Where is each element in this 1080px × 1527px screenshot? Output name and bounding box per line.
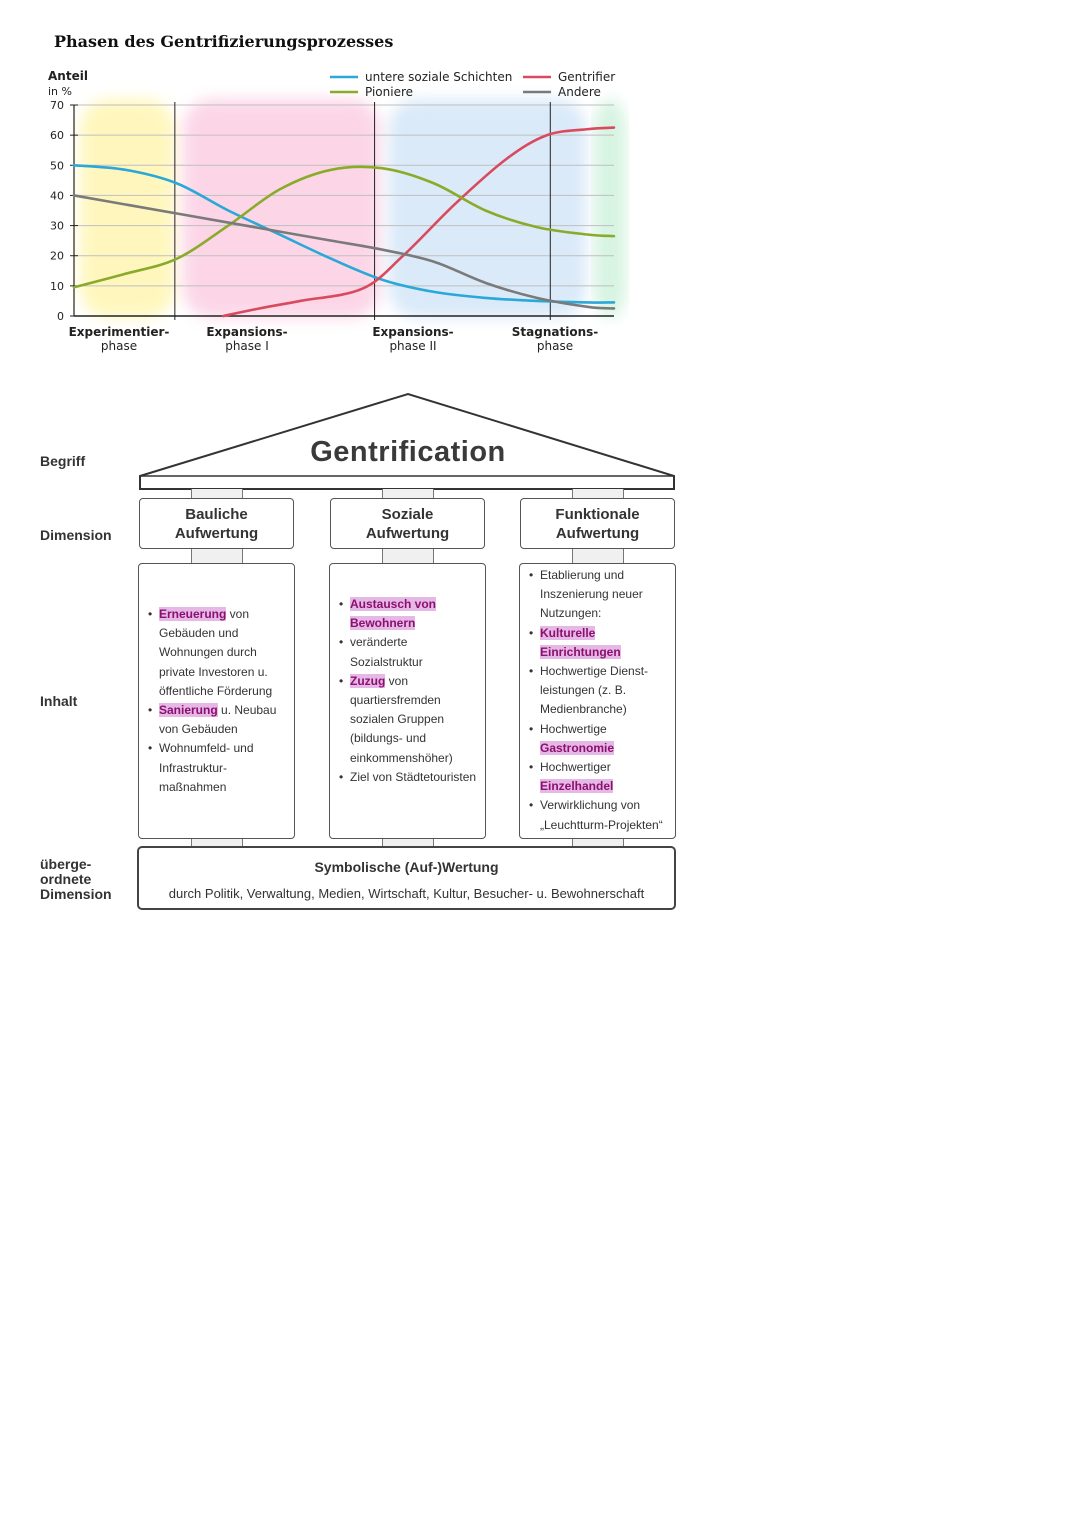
- dimension-box-funktionale: [520, 498, 675, 549]
- y-tick-label: 60: [50, 129, 64, 143]
- legend-label: untere soziale Schichten: [365, 70, 513, 84]
- dimension-box-bauliche: [139, 498, 294, 549]
- y-axis-unit: in %: [48, 85, 72, 98]
- highlighted-term: Gastronomie: [540, 740, 615, 755]
- label-uebergeordnete-dimension: [40, 857, 112, 902]
- connector: [382, 839, 434, 846]
- item-text: Wohnumfeld- und Infrastruktur-maßnahmen: [159, 741, 254, 794]
- item-text: u. Neubau von Gebäuden: [159, 703, 277, 737]
- content-list-item: [330, 672, 477, 768]
- content-box-bauliche: [138, 563, 295, 839]
- roof-title: Gentrification: [310, 436, 506, 468]
- content-list-item: [520, 758, 669, 796]
- y-tick-label: 50: [50, 159, 64, 173]
- content-list-item: [520, 796, 669, 834]
- phase-label: Expansions-: [372, 325, 454, 339]
- phase-label: Stagnations-: [511, 325, 599, 339]
- item-text: Hochwertige Dienst-leistungen (z. B. Medienbranche): [540, 664, 649, 717]
- content-list-item: [139, 605, 286, 701]
- symbolic-title: Symbolische (Auf-)Wertung: [314, 859, 499, 875]
- phase-label: Expansions-: [206, 325, 288, 339]
- y-axis-label: Anteil: [48, 69, 88, 83]
- connector: [572, 549, 624, 563]
- symbolic-subtitle: durch Politik, Verwaltung, Medien, Wirtschaft, Kultur, Besucher- u. Bewohnerschaft: [168, 886, 645, 901]
- connector: [382, 549, 434, 563]
- connector: [191, 549, 243, 563]
- content-box-funktionale: [519, 563, 676, 839]
- dimension-title-line: Aufwertung: [174, 524, 259, 542]
- highlighted-term: Sanierung: [159, 703, 218, 718]
- item-text: Verwirklichung von „Leuchtturm-Projekten“: [540, 798, 663, 832]
- content-list-item: [330, 768, 477, 787]
- y-tick-label: 20: [50, 249, 64, 263]
- dimension-title-line: Soziale: [381, 505, 434, 523]
- dimension-title-line: Aufwertung: [555, 524, 640, 542]
- y-tick-label: 40: [50, 189, 64, 203]
- content-list-item: [520, 720, 669, 758]
- content-list-item: [520, 624, 669, 662]
- item-text: veränderte Sozialstruktur: [350, 635, 423, 669]
- y-tick-label: 30: [50, 219, 64, 233]
- phase-label: Experimentier-: [68, 325, 170, 339]
- content-list-item: [139, 739, 286, 797]
- content-list: [330, 595, 477, 787]
- item-text: von Gebäuden und Wohnungen durch private Investoren u. öffentliche Förderung: [159, 607, 273, 698]
- phase-label-sub: phase: [100, 339, 138, 353]
- highlighted-term: Einzelhandel: [540, 779, 614, 794]
- content-list-item: [139, 701, 286, 739]
- y-tick-label: 0: [57, 310, 64, 323]
- symbolic-valuation-box: [137, 846, 676, 910]
- phase-label-sub: phase II: [389, 339, 437, 353]
- label-dimension: Dimension: [40, 527, 112, 543]
- content-list: [520, 566, 669, 835]
- label-uebergeordnet-line-1: überge-: [40, 856, 92, 872]
- legend-label: Andere: [558, 85, 601, 99]
- content-list-item: [330, 633, 477, 671]
- item-text: Hochwertige: [540, 721, 607, 736]
- label-begriff: Begriff: [40, 453, 86, 469]
- item-text: Etablierung und Inszenierung neuer Nutzungen:: [540, 568, 643, 621]
- content-list-item: [330, 595, 477, 633]
- legend-label: Pioniere: [365, 85, 414, 99]
- dimension-title-line: Aufwertung: [365, 524, 450, 542]
- label-uebergeordnet-line-3: Dimension: [40, 886, 112, 902]
- content-list: [139, 605, 286, 797]
- content-list-item: [520, 566, 669, 624]
- y-tick-label: 70: [50, 99, 64, 112]
- connector: [572, 839, 624, 846]
- content-list-item: [520, 662, 669, 720]
- phase-label-sub: phase I: [225, 339, 269, 353]
- label-inhalt: Inhalt: [40, 693, 78, 709]
- chart-title: Phasen des Gentrifizierungsprozesses: [54, 32, 394, 51]
- connector: [572, 489, 624, 498]
- highlighted-term: Erneuerung: [159, 607, 227, 621]
- connector: [191, 839, 243, 846]
- item-text: von quartiersfremden sozialen Gruppen (bildungs- und einkommenshöher): [350, 673, 453, 765]
- connector: [382, 489, 434, 498]
- legend-label: Gentrifier: [558, 70, 616, 84]
- item-text: Hochwertiger: [540, 760, 611, 775]
- highlighted-term: Zuzug: [350, 673, 386, 688]
- dimension-box-soziale: [330, 498, 485, 549]
- connector: [191, 489, 243, 498]
- label-uebergeordnet-line-2: ordnete: [40, 871, 92, 887]
- content-box-soziale: [329, 563, 486, 839]
- dimension-title-line: Bauliche: [185, 505, 248, 523]
- dimension-title-line: Funktionale: [555, 505, 640, 523]
- phase-label-sub: phase: [536, 339, 574, 353]
- highlighted-term: Austausch von Bewohnern: [350, 597, 437, 631]
- y-tick-label: 10: [50, 279, 64, 293]
- highlighted-term: Kulturelle Einrichtungen: [540, 625, 621, 659]
- item-text: Ziel von Städtetouristen: [350, 769, 477, 784]
